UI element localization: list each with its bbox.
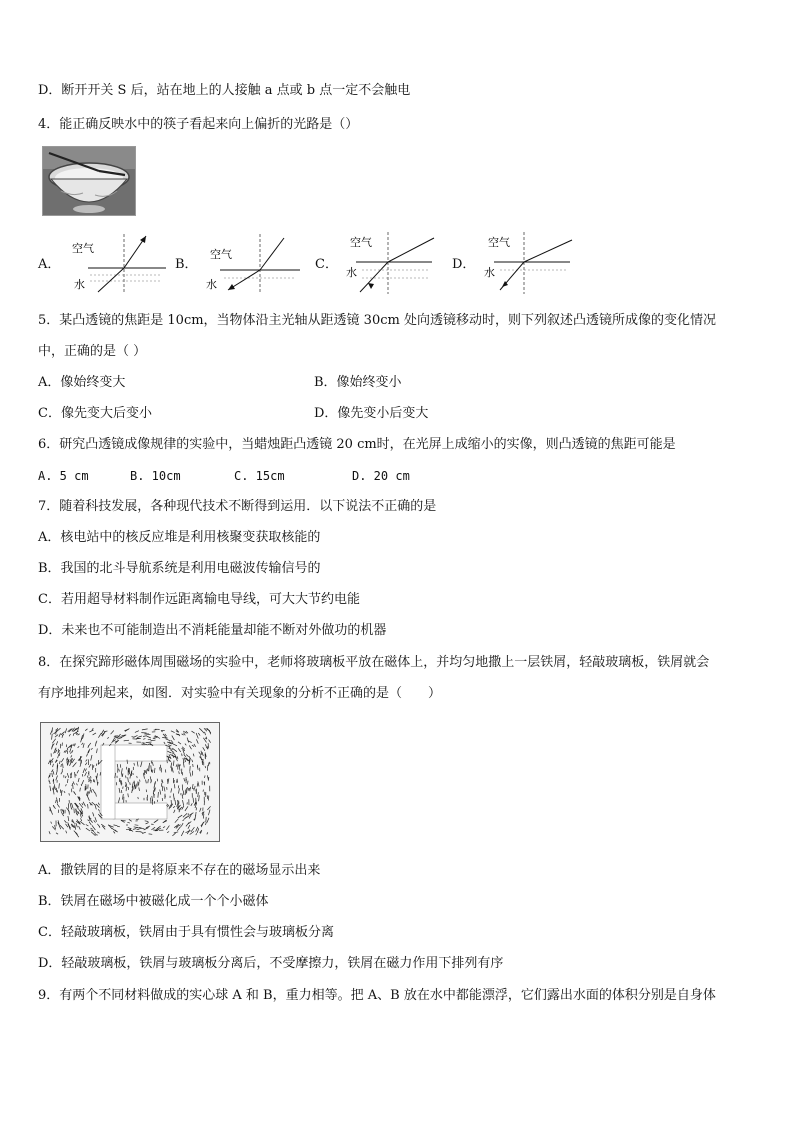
iron-filing-mark — [150, 745, 153, 746]
iron-filing-mark — [154, 793, 155, 798]
q4-c-water-label: 水 — [346, 266, 357, 279]
q4-diagram-a — [62, 228, 172, 296]
q7-option-a: A．核电站中的核反应堆是利用核聚变获取核能的 — [38, 530, 321, 545]
iron-filing-mark — [161, 783, 162, 787]
q8-option-c: C．轻敲玻璃板，铁屑由于具有惯性会与玻璃板分离 — [38, 925, 334, 940]
q8-stem-line2: 有序地排列起来，如图．对实验中有关现象的分析不正确的是（ ） — [38, 686, 442, 701]
q4-c-air-label: 空气 — [350, 236, 372, 249]
iron-filing-mark — [57, 790, 58, 792]
q4-a-water-label: 水 — [74, 278, 85, 291]
q8-stem-line1: 8．在探究蹄形磁体周围磁场的实验中，老师将玻璃板平放在磁体上，并均匀地撒上一层铁屑，轻敲玻璃板，铁屑就会 — [38, 655, 710, 670]
iron-filing-mark — [186, 779, 187, 783]
iron-filings-magnet-image — [40, 722, 220, 842]
iron-filing-mark — [148, 769, 149, 772]
iron-filing-mark — [148, 739, 151, 740]
iron-filing-mark — [98, 760, 99, 764]
q5-stem-line2: 中，正确的是（ ） — [38, 344, 147, 359]
q4-d-air-label: 空气 — [488, 236, 510, 249]
iron-filing-mark — [50, 760, 51, 766]
q4-option-c-label: C． — [315, 257, 338, 272]
iron-filing-mark — [50, 773, 51, 777]
iron-filing-mark — [162, 780, 163, 783]
iron-filing-mark — [89, 780, 90, 782]
iron-filing-mark — [135, 825, 139, 826]
iron-filing-mark — [63, 763, 64, 768]
iron-filing-mark — [188, 781, 189, 785]
q7-option-b: B．我国的北斗导航系统是利用电磁波传输信号的 — [38, 561, 321, 576]
iron-filing-mark — [207, 746, 208, 749]
iron-filing-mark — [137, 776, 138, 778]
q5-stem-line1: 5．某凸透镜的焦距是 10cm，当物体沿主光轴从距透镜 30cm 处向透镜移动时，则下列叙述凸透镜所成像的变化情况 — [38, 313, 716, 328]
iron-filing-mark — [138, 797, 139, 799]
iron-filing-mark — [130, 782, 131, 785]
iron-filing-mark — [73, 733, 74, 735]
iron-filing-mark — [162, 798, 163, 801]
iron-filing-mark — [158, 792, 159, 798]
iron-filing-mark — [96, 835, 98, 836]
q4-diagram-d — [476, 228, 586, 296]
iron-filing-mark — [82, 774, 83, 777]
iron-filing-mark — [61, 764, 62, 767]
q9-stem: 9．有两个不同材料做成的实心球 A 和 B，重力相等。把 A、B 放在水中都能漂浮，它们露出水面的体积分别是自身体 — [38, 988, 716, 1003]
iron-filing-mark — [54, 786, 55, 791]
iron-filing-mark — [132, 790, 133, 793]
iron-filing-mark — [61, 809, 62, 811]
iron-filing-mark — [86, 784, 87, 789]
chopsticks-bowl-photo — [42, 146, 136, 216]
q8-option-a: A．撒铁屑的目的是将原来不存在的磁场显示出来 — [38, 863, 321, 878]
iron-filing-mark — [75, 772, 76, 778]
q6-option-a: A. 5 cm — [38, 469, 89, 483]
iron-filing-mark — [91, 780, 92, 783]
q4-diagram-b — [198, 228, 308, 296]
q8-option-d: D．轻敲玻璃板，铁屑与玻璃板分离后，不受摩擦力，铁屑在磁力作用下排列有序 — [38, 956, 504, 971]
q8-option-b: B．铁屑在磁场中被磁化成一个个小磁体 — [38, 894, 269, 909]
iron-filing-mark — [121, 790, 122, 793]
q7-option-d: D．未来也不可能制造出不消耗能量却能不断对外做功的机器 — [38, 623, 387, 638]
iron-filing-mark — [183, 794, 184, 796]
q6-stem: 6．研究凸透镜成像规律的实验中，当蜡烛距凸透镜 20 cm时，在光屏上成缩小的实像，则凸透镜的焦距可能是 — [38, 437, 676, 452]
iron-filing-mark — [176, 765, 177, 767]
iron-filing-mark — [190, 788, 191, 791]
q4-b-water-label: 水 — [206, 278, 217, 291]
q4-d-water-label: 水 — [484, 266, 495, 279]
q7-stem: 7．随着科技发展，各种现代技术不断得到运用．以下说法不正确的是 — [38, 499, 437, 514]
iron-filing-mark — [162, 786, 163, 791]
q3-option-d: D．断开开关 S 后，站在地上的人接触 a 点或 b 点一定不会触电 — [38, 83, 411, 98]
q5-option-d: D．像先变小后变大 — [314, 406, 429, 421]
iron-filing-mark — [127, 760, 128, 764]
q6-option-d: D. 20 cm — [352, 469, 410, 483]
q4-option-b-label: B． — [175, 257, 198, 272]
iron-filing-mark — [128, 787, 129, 790]
iron-filing-mark — [67, 759, 68, 763]
q4-a-air-label: 空气 — [72, 242, 94, 255]
iron-filing-mark — [182, 754, 183, 757]
q4-diagram-c — [338, 228, 448, 296]
q4-option-a-label: A． — [38, 257, 61, 272]
q4-b-air-label: 空气 — [210, 248, 232, 261]
iron-filing-mark — [120, 764, 121, 767]
iron-filing-mark — [69, 793, 70, 795]
q4-stem: 4．能正确反映水中的筷子看起来向上偏折的光路是（） — [38, 117, 359, 132]
q5-option-b: B．像始终变小 — [314, 375, 402, 390]
q5-option-c: C．像先变大后变小 — [38, 406, 152, 421]
iron-filing-mark — [88, 804, 89, 809]
q4-option-d-label: D． — [452, 257, 476, 272]
iron-filing-mark — [188, 814, 189, 816]
iron-filing-mark — [154, 730, 157, 731]
iron-filing-mark — [194, 788, 195, 791]
q6-option-c: C. 15cm — [234, 469, 285, 483]
q6-option-b: B. 10cm — [130, 469, 181, 483]
q7-option-c: C．若用超导材料制作远距离输电导线，可大大节约电能 — [38, 592, 360, 607]
q5-option-a: A．像始终变大 — [38, 375, 126, 390]
